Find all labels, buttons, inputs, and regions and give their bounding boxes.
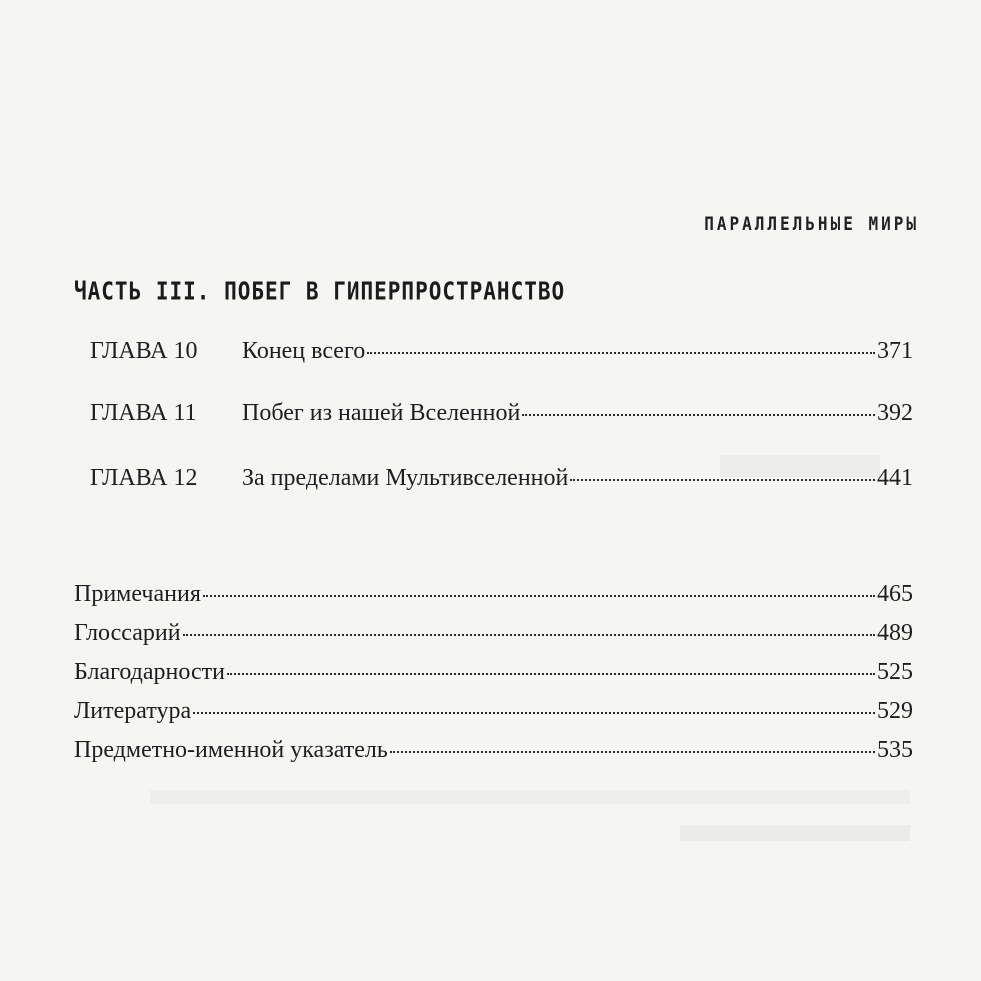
- toc-backmatter-row[interactable]: [74, 620, 913, 647]
- entry-title: Предметно-именной указатель: [74, 737, 388, 763]
- chapter-number: ГЛАВА 11: [90, 400, 197, 426]
- page-number: 465: [877, 581, 913, 607]
- page-number: 535: [877, 737, 913, 763]
- dot-leader: [203, 595, 875, 597]
- toc-backmatter-row[interactable]: [74, 581, 913, 608]
- entry-title: Благодарности: [74, 659, 225, 685]
- toc-chapter-row[interactable]: [90, 465, 913, 492]
- page-number: 525: [877, 659, 913, 685]
- chapter-title: Конец всего: [242, 338, 366, 364]
- entry-title: Литература: [74, 698, 192, 724]
- chapter-title: Побег из нашей Вселенной: [242, 400, 521, 426]
- page-number: 371: [877, 338, 913, 364]
- dot-leader: [227, 673, 875, 675]
- toc-backmatter-row[interactable]: [74, 659, 913, 686]
- page-number: 489: [877, 620, 913, 646]
- dot-leader: [183, 634, 875, 636]
- entry-title: Глоссарий: [74, 620, 181, 646]
- chapter-number: ГЛАВА 10: [90, 338, 198, 364]
- page-number: 529: [877, 698, 913, 724]
- dot-leader: [522, 414, 875, 416]
- dot-leader: [193, 712, 875, 714]
- page-number: 392: [877, 400, 913, 426]
- toc-chapter-row[interactable]: [90, 338, 913, 365]
- toc-chapter-row[interactable]: [90, 400, 913, 427]
- running-head: ПАРАЛЛЕЛЬНЫЕ МИРЫ: [704, 212, 919, 235]
- dot-leader: [570, 479, 875, 481]
- show-through-texture: [680, 825, 910, 841]
- dot-leader: [390, 751, 875, 753]
- chapter-title: За пределами Мультивселенной: [242, 465, 569, 491]
- dot-leader: [367, 352, 875, 354]
- toc-backmatter-row[interactable]: [74, 737, 913, 764]
- page-number: 441: [877, 465, 913, 491]
- entry-title: Примечания: [74, 581, 201, 607]
- toc-backmatter-row[interactable]: [74, 698, 913, 725]
- show-through-texture: [150, 790, 910, 804]
- chapter-number: ГЛАВА 12: [90, 465, 198, 491]
- part-title: ЧАСТЬ III. ПОБЕГ В ГИПЕРПРОСТРАНСТВО: [74, 276, 566, 306]
